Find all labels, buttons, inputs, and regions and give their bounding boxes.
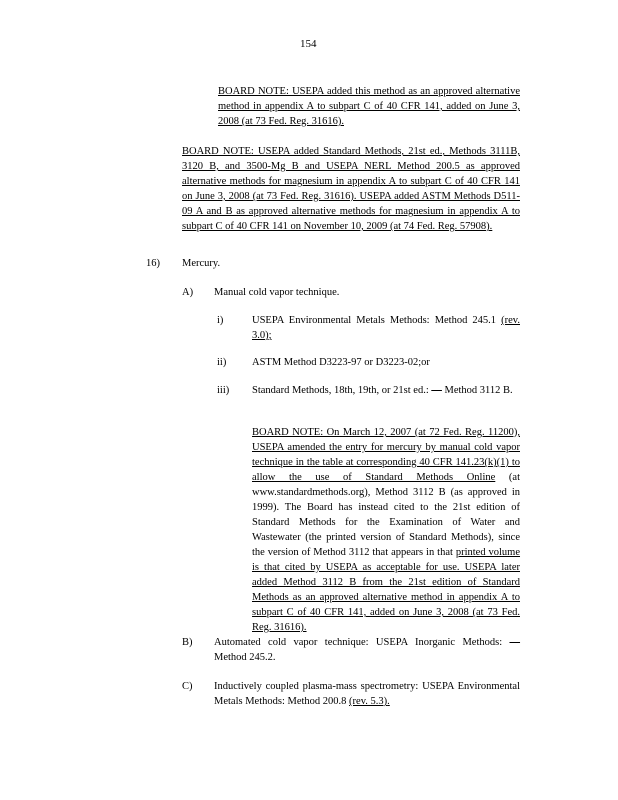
item-16-number: 16): [146, 258, 160, 269]
item-B-text: Automated cold vapor technique: USEPA Inorganic Methods: — Method 245.2.: [214, 637, 520, 663]
item-C-text: Inductively coupled plasma-mass spectrometry: USEPA Environmental Metals Methods: Method 200.8 (rev. 5.3).: [214, 681, 520, 707]
page-number: 154: [300, 38, 317, 50]
item-iii-text: Standard Methods, 18th, 19th, or 21st ed.: — Method 3112 B.: [252, 385, 513, 396]
item-C-label: C): [182, 681, 193, 692]
item-16-title: Mercury.: [182, 258, 221, 269]
board-note-magnesium: BOARD NOTE: USEPA added Standard Methods, 21st ed., Methods 3111B, 3120 B, and 3500-Mg B and USEPA NERL Method 200.5 as approved alternative methods for magnesium in appendix A to subpart C of 40 CFR 141 on June 3, 2008 (at 73 Fed. Reg. 31616). USEPA added ASTM Methods D511-09 A and B as approved alternative methods for magnesium in appendix A to subpart C of 40 CFR 141 on November 10, 2009 (at 74 Fed. Reg. 57908).: [182, 146, 520, 232]
item-iii-label: iii): [217, 385, 230, 396]
item-i-text: USEPA Environmental Metals Methods: Method 245.1 (rev. 3.0);: [252, 315, 520, 341]
item-ii-text: ASTM Method D3223-97 or D3223-02;or: [252, 357, 430, 368]
item-ii-label: ii): [217, 357, 227, 368]
board-note-mercury: BOARD NOTE: On March 12, 2007 (at 72 Fed. Reg. 11200), USEPA amended the entry for mercury by manual cold vapor technique in the table at corresponding 40 CFR 141.23(k)(1) to allow the use of Standard Methods Online (at www.standardmethods.org), Method 3112 B (as approved in 1999). The Board has instead cited to the 21st edition of Standard Methods for the Examination of Water and Wastewater (the printed version of Standard Methods), since the version of Method 3112 that appears in that printed volume is that cited by USEPA as acceptable for use. USEPA later added Method 3112 B from the 21st edition of Standard Methods as an approved alternative method in appendix A to subpart C of 40 CFR 141, added on June 3, 2008 (at 73 Fed. Reg. 31616).: [252, 427, 521, 633]
item-i-label: i): [217, 315, 224, 326]
item-A-text: Manual cold vapor technique.: [214, 287, 340, 298]
board-note-struck: BOARD NOTE: USEPA added this method as an approved alternative method in appendix A to subpart C of 40 CFR 141, added on June 3, 2008 (at 73 Fed. Reg. 31616).: [218, 86, 520, 127]
item-B-label: B): [182, 637, 193, 648]
item-A-label: A): [182, 287, 194, 298]
